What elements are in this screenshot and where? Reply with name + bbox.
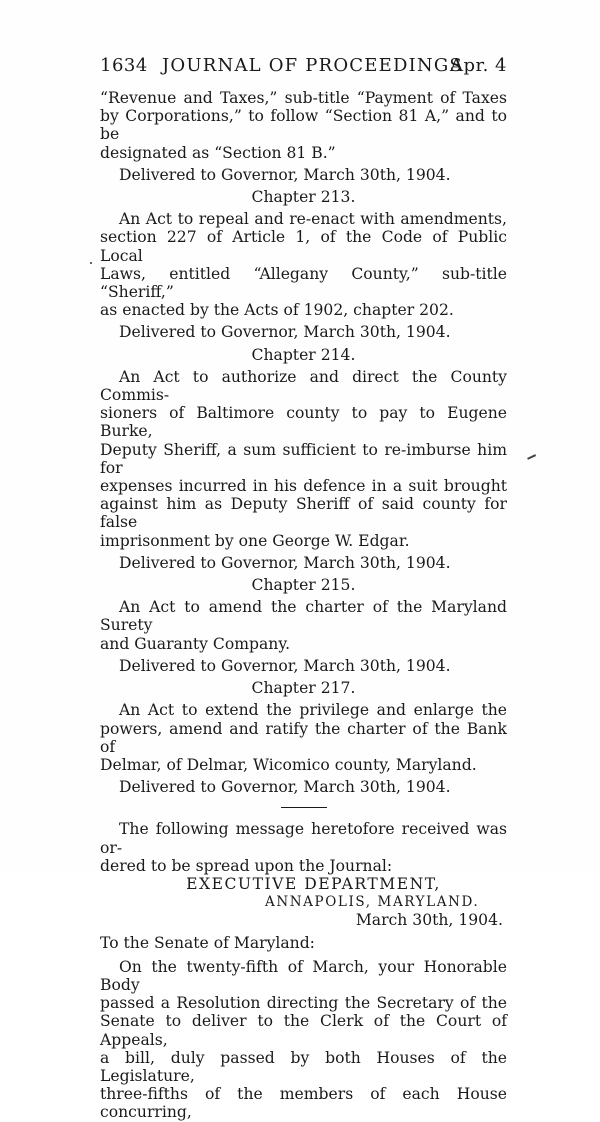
section-divider: [281, 807, 327, 808]
text-line: three-fifths of the members of each House concurring,: [100, 1085, 507, 1122]
continued-entry: [100, 89, 507, 162]
chapter-heading: Chapter 215.: [251, 576, 356, 595]
text-line: against him as Deputy Sheriff of said county for false: [100, 495, 507, 532]
salutation: To the Senate of Maryland:: [100, 933, 315, 952]
text-line: An Act to repeal and re-enact with amendments,: [119, 210, 507, 229]
text-line: Delmar, of Delmar, Wicomico county, Maryland.: [100, 755, 477, 774]
text-line: imprisonment by one George W. Edgar.: [100, 531, 410, 550]
running-title: JOURNAL OF PROCEEDINGS: [162, 55, 463, 76]
chapter-215-text: [100, 598, 507, 653]
text-line: and Guaranty Company.: [100, 634, 291, 653]
delivered-note: Delivered to Governor, March 30th, 1904.: [119, 656, 451, 675]
text-line: An Act to amend the charter of the Maryland Surety: [100, 598, 507, 635]
message-intro: [100, 820, 507, 875]
chapter-heading: Chapter 213.: [251, 188, 356, 207]
text-line: powers, amend and ratify the charter of the Bank of: [100, 719, 507, 756]
text-line: The following message heretofore received was or-: [100, 820, 507, 857]
text-line: Laws, entitled “Allegany County,” sub-title “Sheriff,”: [100, 264, 507, 302]
text-line: Deputy Sheriff, a sum sufficient to re-imburse him for: [100, 440, 507, 477]
executive-department-heading: EXECUTIVE DEPARTMENT,: [186, 874, 441, 893]
letter-body: [100, 958, 507, 1122]
chapter-214-text: [100, 368, 507, 550]
delivered-note: Delivered to Governor, March 30th, 1904.: [119, 323, 451, 342]
page-number: 1634: [100, 55, 148, 76]
text-line: On the twenty-fifth of March, your Honorable Body: [100, 957, 507, 994]
text-line: as enacted by the Acts of 1902, chapter 202.: [100, 301, 454, 320]
text-line: sioners of Baltimore county to pay to Eugene Burke,: [100, 404, 507, 441]
delivered-note: Delivered to Governor, March 30th, 1904.: [119, 165, 451, 184]
margin-mark: [527, 454, 536, 459]
text-line: designated as “Section 81 B.”: [100, 143, 336, 162]
page-body: [100, 89, 507, 1122]
text-line: An Act to authorize and direct the County Commis-: [100, 367, 507, 405]
text-line: a bill, duly passed by both Houses of the Legislature,: [100, 1048, 507, 1085]
text-line: passed a Resolution directing the Secretary of the: [100, 994, 507, 1013]
text-line: expenses incurred in his defence in a suit brought: [100, 477, 507, 496]
delivered-note: Delivered to Governor, March 30th, 1904.: [119, 778, 451, 797]
text-line: “Revenue and Taxes,” sub-title “Payment of Taxes: [100, 89, 507, 107]
letter-date: March 30th, 1904.: [355, 911, 503, 930]
delivered-note: Delivered to Governor, March 30th, 1904.: [119, 553, 451, 572]
chapter-217-text: [100, 701, 507, 774]
place-line: ANNAPOLIS, MARYLAND.: [265, 894, 480, 911]
chapter-heading: Chapter 214.: [251, 345, 356, 364]
stray-mark: [90, 262, 92, 264]
text-line: dered to be spread upon the Journal:: [100, 856, 393, 875]
text-line: An Act to extend the privilege and enlarge the: [119, 701, 507, 720]
text-line: section 227 of Article 1, of the Code of Public Local: [100, 228, 507, 265]
chapter-heading: Chapter 217.: [251, 679, 356, 698]
text-line: by Corporations,” to follow “Section 81 A,” and to be: [100, 107, 507, 144]
header-date: Apr. 4: [449, 55, 507, 76]
text-line: Senate to deliver to the Clerk of the Court of Appeals,: [100, 1012, 507, 1049]
chapter-213-text: [100, 210, 507, 319]
